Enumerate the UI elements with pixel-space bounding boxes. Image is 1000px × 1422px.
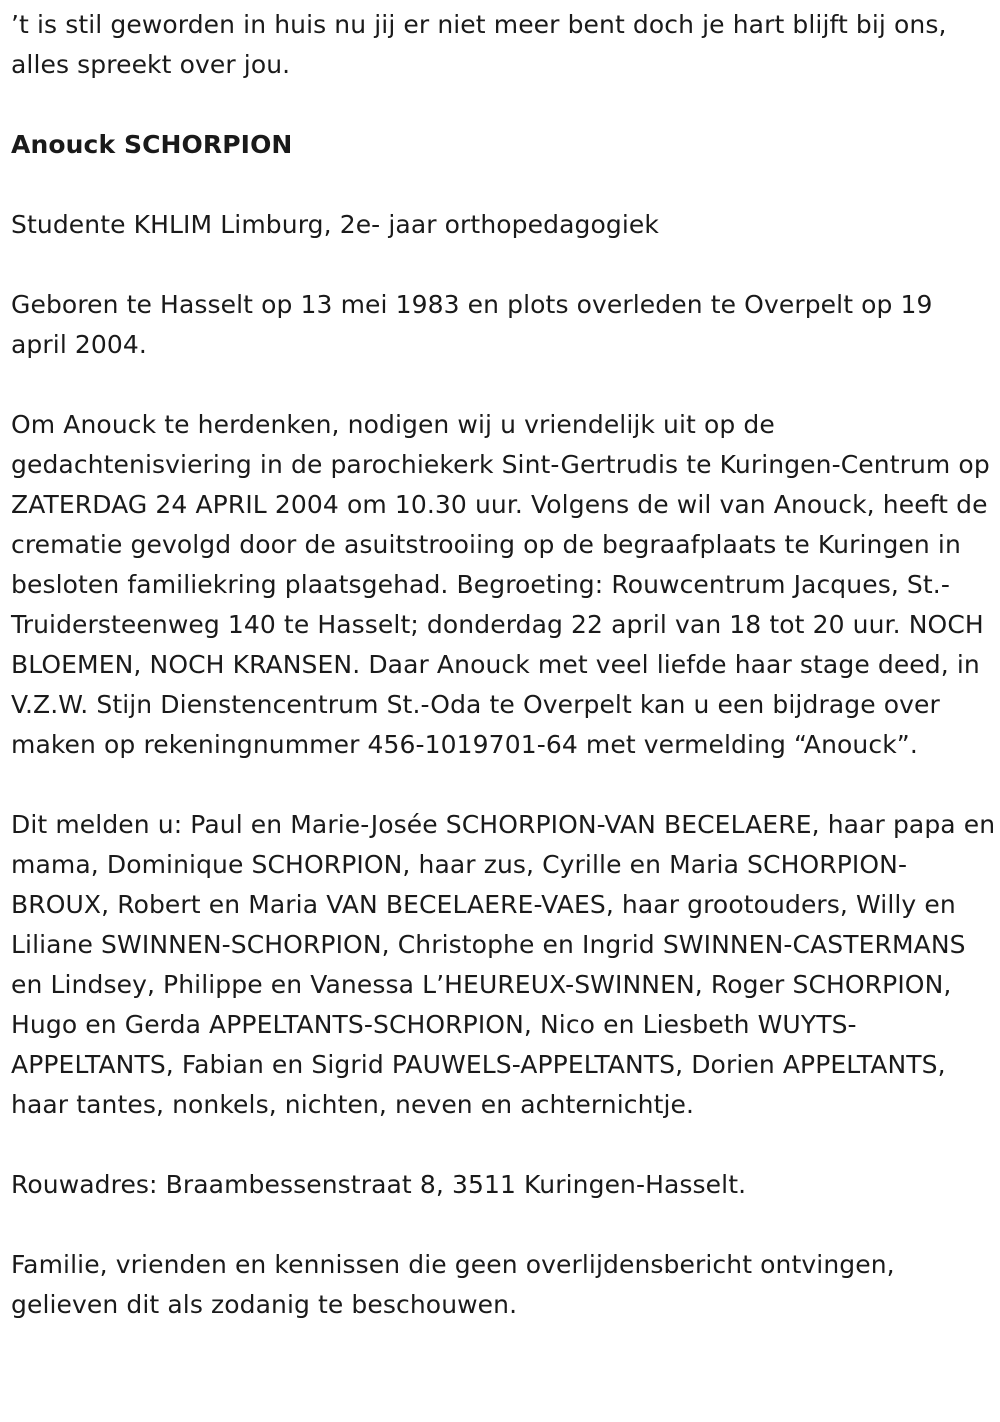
family-paragraph: Dit melden u: Paul en Marie-Josée SCHORPION-VAN BECELAERE, haar papa en mama, Dominique SCHORPION, haar zus, Cyrille en Maria SCHORPION-BROUX, Robert en Maria VAN BECELAERE-VAES, haar grootouders, Willy en Liliane SWINNEN-SCHORPION, Christophe en Ingrid SWINNEN-CASTERMANS en Lindsey, Philippe en Vanessa L’HEUREUX-SWINNEN, Roger SCHORPION, Hugo en Gerda APPELTANTS-SCHORPION, Nico en Liesbeth WUYTS-APPELTANTS, Fabian en Sigrid PAUWELS-APPELTANTS, Dorien APPELTANTS, haar tantes, nonkels, nichten, neven en achternichtje. [11, 810, 996, 1119]
birth-death-line: Geboren te Hasselt op 13 mei 1983 en plots overleden te Overpelt op 19 april 2004. [11, 290, 933, 359]
closing-note: Familie, vrienden en kennissen die geen overlijdensbericht ontvingen, gelieven dit als zodanig te beschouwen. [11, 1250, 895, 1319]
ceremony-paragraph: Om Anouck te herdenken, nodigen wij u vriendelijk uit op de gedachtenisviering in de parochiekerk Sint-Gertrudis te Kuringen-Centrum op ZATERDAG 24 APRIL 2004 om 10.30 uur. Volgens de wil van Anouck, heeft de crematie gevolgd door de asuitstrooiing op de begraafplaats te Kuringen in besloten familiekring plaatsgehad. Begroeting: Rouwcentrum Jacques, St.-Truidersteenweg 140 te Hasselt; donderdag 22 april van 18 tot 20 uur. NOCH BLOEMEN, NOCH KRANSEN. Daar Anouck met veel liefde haar stage deed, in V.Z.W. Stijn Dienstencentrum St.-Oda te Overpelt kan u een bijdrage over maken op rekeningnummer 456-1019701-64 met vermelding “Anouck”. [11, 410, 990, 759]
opening-quote: ’t is stil geworden in huis nu jij er niet meer bent doch je hart blijft bij ons, alles spreekt over jou. [11, 10, 947, 79]
deceased-name: Anouck SCHORPION [11, 130, 293, 159]
obituary-document [11, 5, 996, 1325]
mourning-address: Rouwadres: Braambessenstraat 8, 3511 Kuringen-Hasselt. [11, 1170, 747, 1199]
occupation-line: Studente KHLIM Limburg, 2e- jaar orthopedagogiek [11, 210, 659, 239]
